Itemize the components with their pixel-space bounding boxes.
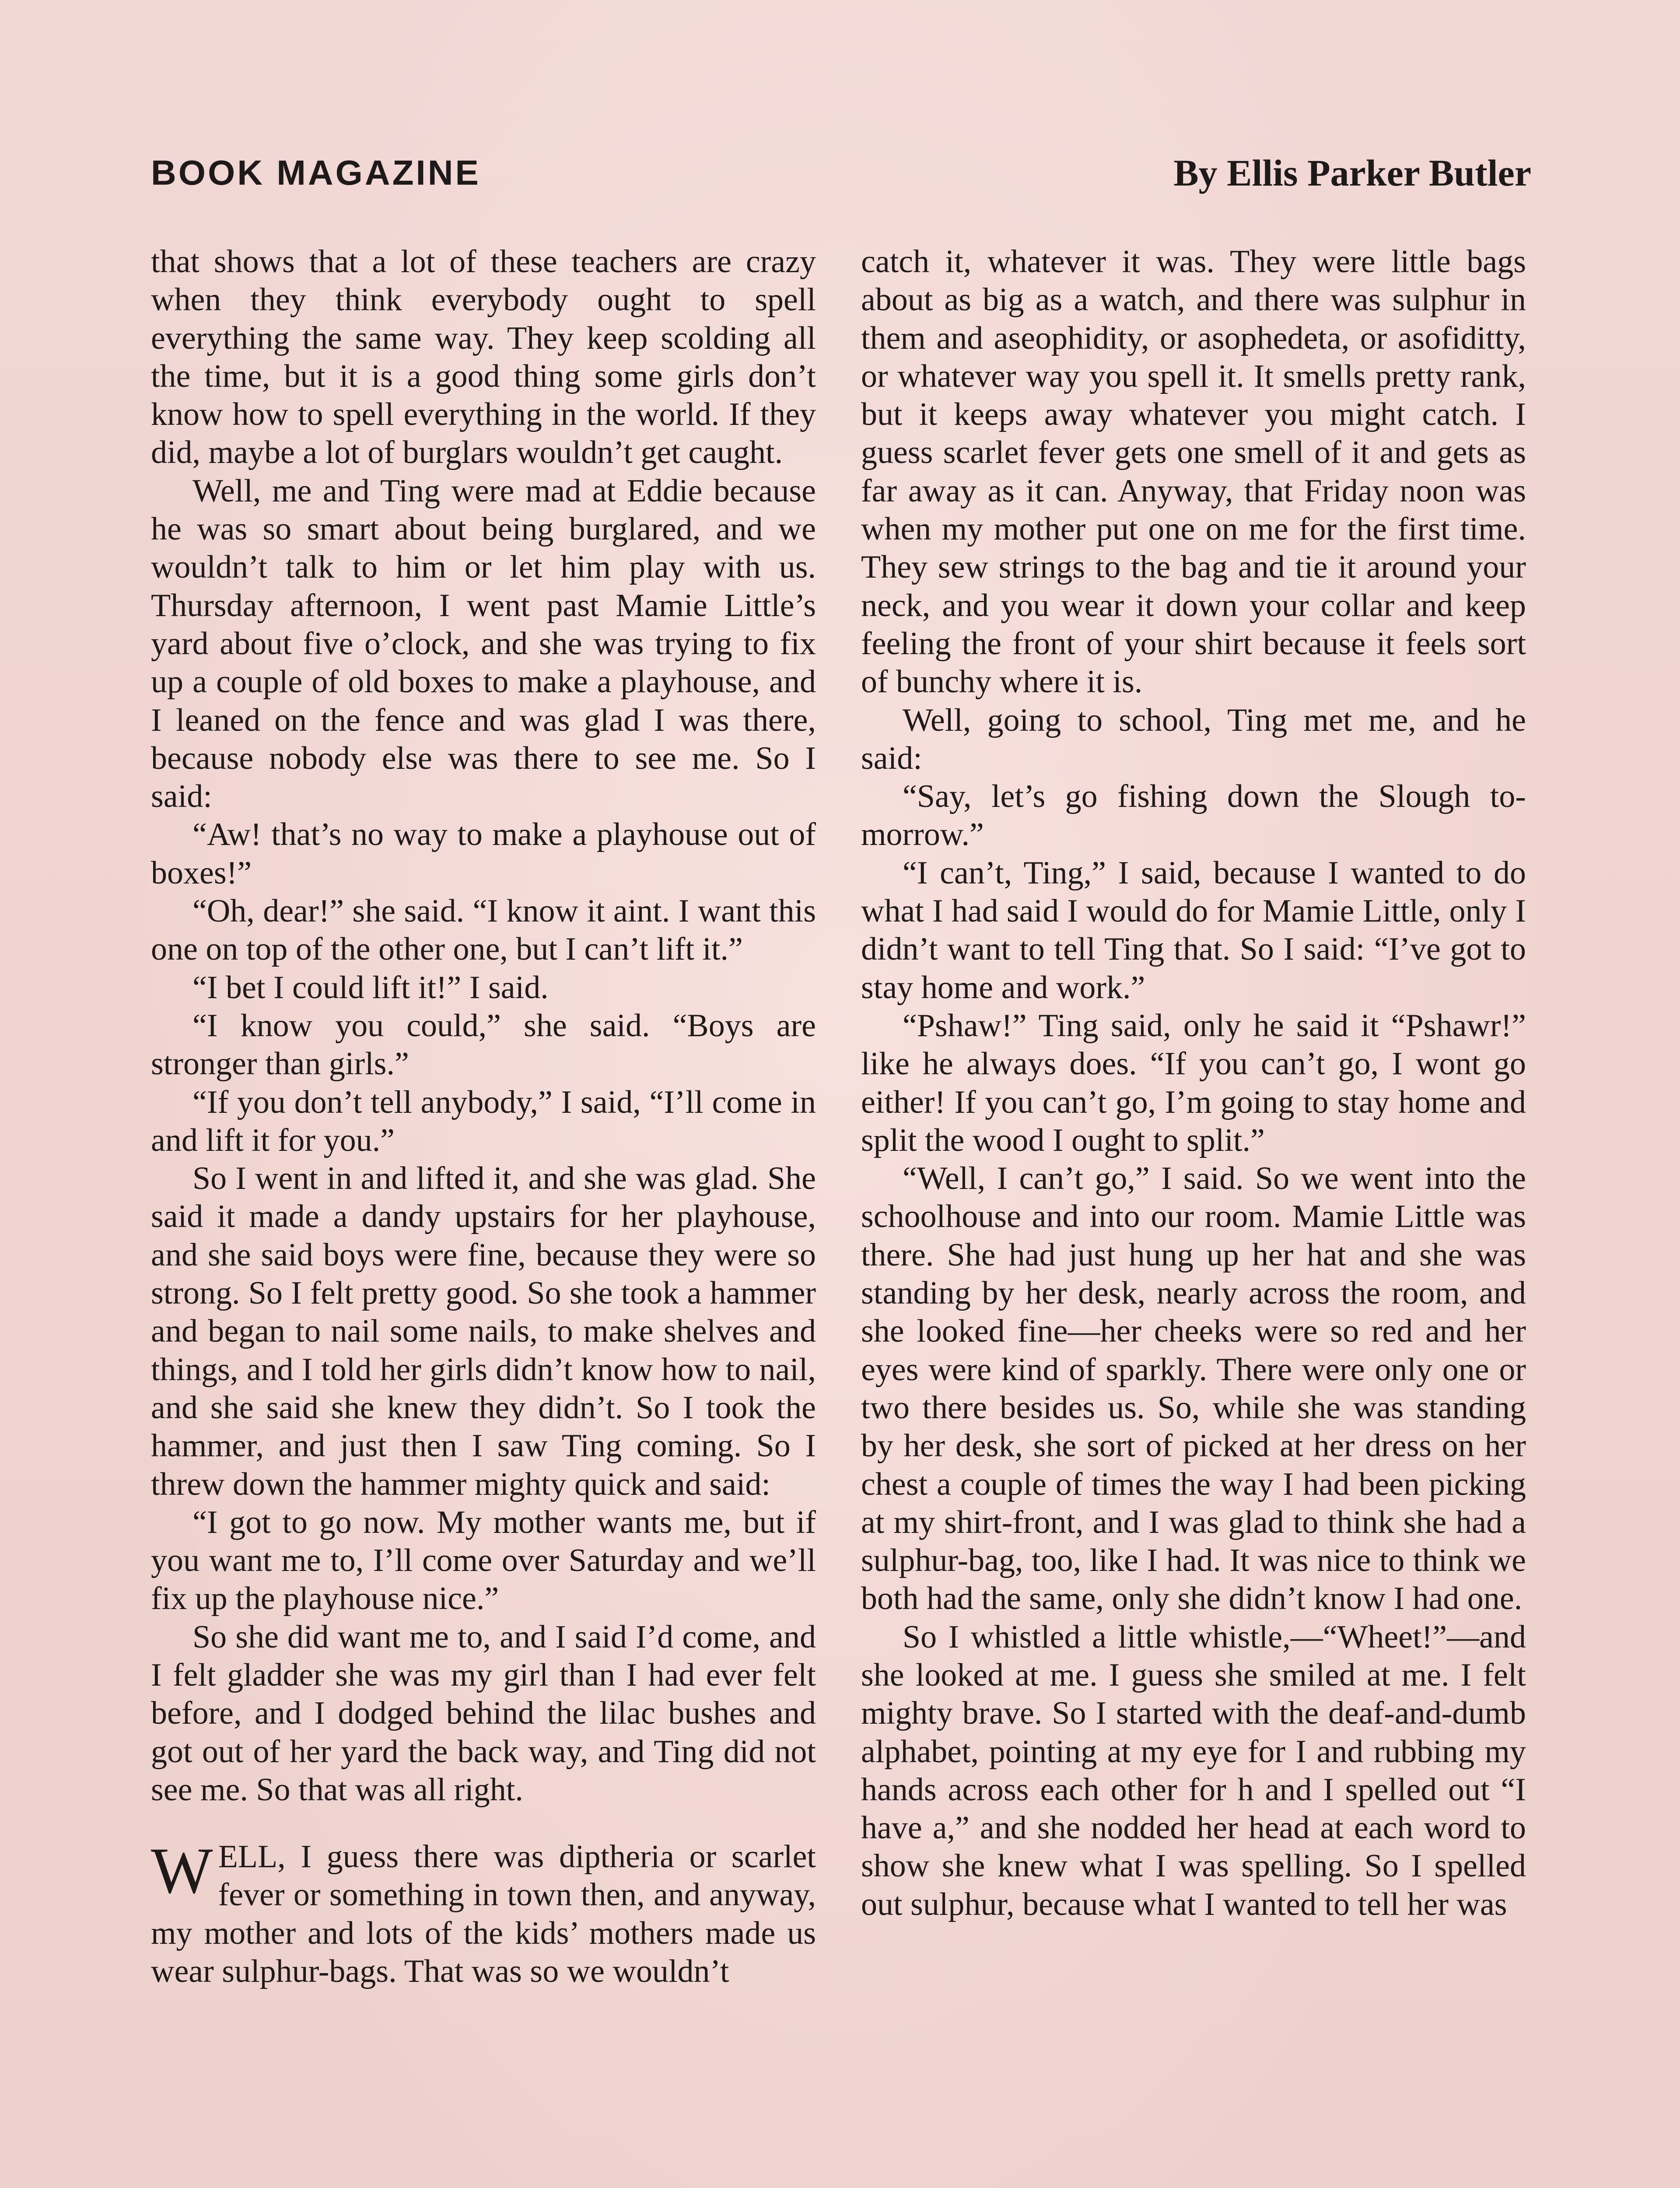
paragraph: “Well, I can’t go,” I said. So we went into the schoolhouse and into our room. Mamie Little was there. She had just hung up her hat and she was standing by her desk, nearly across the room, and she looked fine—her cheeks were so red and her eyes were kind of sparkly. There were only one or two there besides us. So, while she was standing by her desk, she sort of picked at her dress on her chest a couple of times the way I had been picking at my shirt-front, and I was glad to think she had a sulphur-bag, too, like I had. It was nice to think we both had the same, only she didn’t know I had one.	[861, 1161, 1526, 1617]
paragraph: “I got to go now. My mother wants me, but if you want me to, I’ll come over Saturday and we’ll fix up the playhouse nice.”	[151, 1504, 816, 1617]
paragraph: “I can’t, Ting,” I said, because I wanted to do what I had said I would do for Mamie Little, only I didn’t want to tell Ting that. So I said: “I’ve got to stay home and work.”	[861, 855, 1526, 1006]
paragraph: that shows that a lot of these teachers are crazy when they think everybody ought to spell everything the same way. They keep scolding all the time, but it is a good thing some girls don’t know how to spell everything in the world. If they did, maybe a lot of burglars wouldn’t get caught.	[151, 244, 816, 471]
left-column	[151, 243, 816, 1991]
paragraph: So I went in and lifted it, and she was glad. She said it made a dandy upstairs for her playhouse, and she said boys were fine, because they were so strong. So I felt pretty good. So she took a hammer and began to nail some nails, to make shelves and things, and I told her girls didn’t know how to nail, and she said she knew they didn’t. So I took the hammer, and just then I saw Ting coming. So I threw down the hammer mighty quick and said:	[151, 1161, 816, 1502]
paragraph: Well, going to school, Ting met me, and he said:	[861, 702, 1526, 776]
paragraph: “Oh, dear!” she said. “I know it aint. I want this one on top of the other one, but I can’t lift it.”	[151, 893, 816, 968]
paragraph: So I whistled a little whistle,—“Wheet!”—and she looked at me. I guess she smiled at me. I felt mighty brave. So I started with the deaf-and-dumb alphabet, pointing at my eye for I and rubbing my hands across each other for h and I spelled out “I have a,” and she nodded her head at each word to show she knew what I was spelling. So I spelled out sulphur, because what I wanted to tell her was	[861, 1619, 1526, 1922]
paragraph: “I know you could,” she said. “Boys are stronger than girls.”	[151, 1007, 816, 1082]
paragraph: So she did want me to, and I said I’d come, and I felt gladder she was my girl than I had ever felt before, and I dodged behind the lilac bushes and got out of her yard the back way, and Ting did not see me. So that was all right.	[151, 1619, 816, 1808]
publication-title: BOOK MAGAZINE	[151, 153, 481, 192]
paragraph: “Say, let’s go fishing down the Slough to-morrow.”	[861, 778, 1526, 853]
paragraph: “Aw! that’s no way to make a playhouse out of boxes!”	[151, 817, 816, 891]
paragraph: “I bet I could lift it!” I said.	[192, 969, 549, 1006]
author-byline: By Ellis Parker Butler	[1173, 152, 1531, 194]
section-break	[151, 1809, 816, 1838]
dropcap-paragraph	[151, 1834, 816, 1991]
right-column	[861, 243, 1526, 1924]
paragraph: “If you don’t tell anybody,” I said, “I’ll come in and lift it for you.”	[151, 1084, 816, 1158]
paragraph: Well, me and Ting were mad at Eddie because he was so smart about being burglared, and we wouldn’t talk to him or let him play with us. Thursday afternoon, I went past Mamie Little’s yard about five o’clock, and she was trying to fix up a couple of old boxes to make a playhouse, and I leaned on the fence and was glad I was there, because nobody else was there to see me. So I said:	[151, 473, 816, 815]
drop-cap: W	[151, 1834, 213, 1907]
paragraph: catch it, whatever it was. They were little bags about as big as a watch, and there was sulphur in them and aseophidity, or asophedeta, or asofiditty, or whatever way you spell it. It smells pretty rank, but it keeps away whatever you might catch. I guess scarlet fever gets one smell of it and gets as far away as it can. Anyway, that Friday noon was when my mother put one on me for the first time. They sew strings to the bag and tie it around your neck, and you wear it down your collar and keep feeling the front of your shirt because it feels sort of bunchy where it is.	[861, 244, 1526, 700]
running-head	[151, 149, 1531, 197]
paragraph: “Pshaw!” Ting said, only he said it “Pshawr!” like he always does. “If you can’t go, I wont go either! If you can’t go, I’m going to stay home and split the wood I ought to split.”	[861, 1007, 1526, 1158]
dropcap-paragraph-text: ELL, I guess there was diptheria or scarlet fever or something in town then, and anyway, my mother and lots of the kids’ mothers made us wear sulphur-bags. That was so we wouldn’t	[151, 1839, 816, 1990]
